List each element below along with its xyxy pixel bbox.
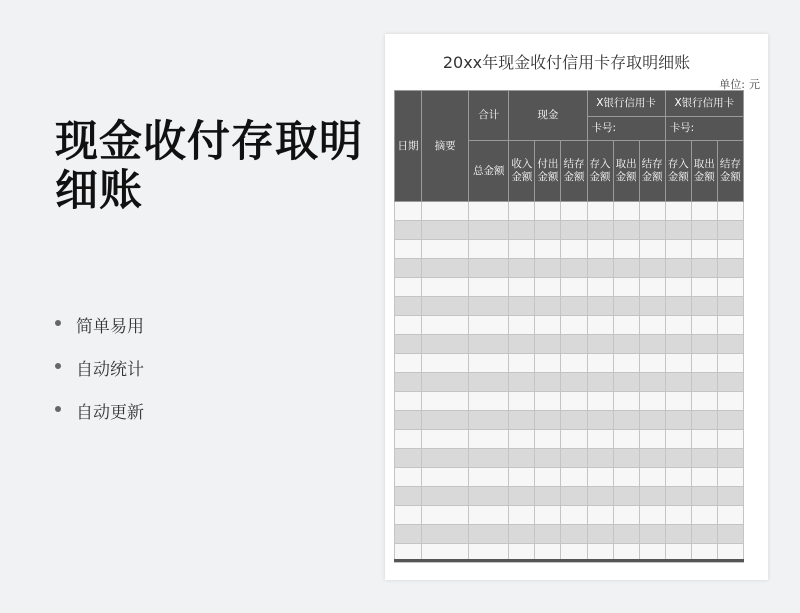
header-summary: 摘要 (422, 91, 469, 202)
table-cell (639, 430, 665, 449)
table-cell (561, 392, 587, 411)
table-cell (535, 316, 561, 335)
table-cell (509, 487, 535, 506)
table-cell (639, 202, 665, 221)
table-cell (561, 316, 587, 335)
table-cell (691, 411, 717, 430)
table-cell (422, 506, 469, 525)
table-cell (691, 221, 717, 240)
table-cell (587, 373, 613, 392)
table-cell (395, 449, 422, 468)
table-cell (535, 202, 561, 221)
table-cell (509, 335, 535, 354)
header-card1-withdraw: 取出金额 (613, 141, 639, 202)
table-cell (587, 525, 613, 544)
table-cell (469, 468, 509, 487)
table-cell (665, 297, 691, 316)
table-cell (665, 335, 691, 354)
table-row (395, 411, 744, 430)
table-cell (639, 392, 665, 411)
table-cell (395, 354, 422, 373)
table-cell (613, 335, 639, 354)
table-cell (469, 506, 509, 525)
table-cell (469, 221, 509, 240)
table-cell (717, 487, 743, 506)
table-cell (613, 316, 639, 335)
table-cell (665, 373, 691, 392)
table-cell (561, 487, 587, 506)
table-cell (422, 525, 469, 544)
table-cell (469, 297, 509, 316)
table-cell (717, 240, 743, 259)
table-cell (587, 278, 613, 297)
table-cell (691, 468, 717, 487)
table-cell (587, 259, 613, 278)
bullet-dot-icon (55, 363, 61, 369)
table-cell (422, 468, 469, 487)
table-cell (509, 468, 535, 487)
table-cell (587, 430, 613, 449)
table-cell (469, 259, 509, 278)
feature-label: 自动统计 (76, 360, 144, 380)
table-cell (469, 487, 509, 506)
feature-label: 自动更新 (76, 403, 144, 423)
table-cell (561, 221, 587, 240)
table-cell (587, 202, 613, 221)
table-cell (561, 468, 587, 487)
table-cell (561, 202, 587, 221)
document-title: 20xx年现金收付信用卡存取明细账 (442, 53, 691, 72)
table-row (395, 354, 744, 373)
table-cell (469, 411, 509, 430)
table-row (395, 506, 744, 525)
unit-value: 元 (749, 78, 760, 91)
table-cell (717, 316, 743, 335)
table-cell (717, 335, 743, 354)
ledger-body (395, 202, 744, 563)
table-cell (665, 487, 691, 506)
table-cell (422, 297, 469, 316)
header-card1-balance: 结存金额 (639, 141, 665, 202)
header-total-amount: 总金额 (469, 141, 509, 202)
table-cell (717, 449, 743, 468)
table-cell (613, 373, 639, 392)
table-cell (587, 506, 613, 525)
table-row (395, 487, 744, 506)
table-cell (613, 221, 639, 240)
table-cell (561, 449, 587, 468)
table-cell (613, 392, 639, 411)
table-cell (665, 468, 691, 487)
header-cash-income: 收入金额 (509, 141, 535, 202)
table-cell (691, 392, 717, 411)
table-cell (535, 468, 561, 487)
header-cash-payout: 付出金额 (535, 141, 561, 202)
table-cell (469, 525, 509, 544)
table-cell (613, 297, 639, 316)
feature-item (55, 312, 144, 355)
table-cell (395, 240, 422, 259)
table-cell (535, 506, 561, 525)
table-cell (509, 202, 535, 221)
table-row (395, 373, 744, 392)
table-cell (395, 259, 422, 278)
table-cell (509, 278, 535, 297)
table-cell (509, 449, 535, 468)
table-cell (665, 221, 691, 240)
table-cell (395, 373, 422, 392)
table-row (395, 259, 744, 278)
table-row (395, 430, 744, 449)
table-cell (422, 316, 469, 335)
table-cell (665, 316, 691, 335)
table-cell (509, 373, 535, 392)
table-cell (665, 240, 691, 259)
table-cell (639, 335, 665, 354)
header-cash-balance: 结存金额 (561, 141, 587, 202)
table-cell (395, 335, 422, 354)
table-row (395, 392, 744, 411)
table-cell (717, 373, 743, 392)
table-cell (509, 506, 535, 525)
table-cell (691, 259, 717, 278)
table-cell (639, 259, 665, 278)
table-cell (587, 354, 613, 373)
table-cell (639, 354, 665, 373)
table-cell (469, 430, 509, 449)
table-cell (469, 354, 509, 373)
table-cell (691, 240, 717, 259)
table-cell (717, 392, 743, 411)
table-cell (395, 392, 422, 411)
feature-list (55, 312, 144, 441)
feature-item (55, 355, 144, 398)
table-cell (691, 278, 717, 297)
table-cell (613, 411, 639, 430)
table-cell (422, 430, 469, 449)
table-cell (717, 278, 743, 297)
header-date: 日期 (395, 91, 422, 202)
table-cell (422, 373, 469, 392)
table-cell (535, 354, 561, 373)
table-cell (561, 525, 587, 544)
table-cell (535, 487, 561, 506)
table-cell (561, 297, 587, 316)
table-cell (691, 449, 717, 468)
table-cell (561, 278, 587, 297)
table-cell (691, 506, 717, 525)
table-row (395, 525, 744, 544)
table-cell (535, 278, 561, 297)
table-cell (587, 392, 613, 411)
table-cell (639, 221, 665, 240)
table-cell (509, 354, 535, 373)
table-cell (561, 240, 587, 259)
feature-item (55, 398, 144, 441)
feature-label: 简单易用 (76, 317, 144, 337)
bullet-dot-icon (55, 406, 61, 412)
table-cell (535, 297, 561, 316)
bullet-dot-icon (55, 320, 61, 326)
table-cell (717, 202, 743, 221)
table-cell (665, 449, 691, 468)
header-bank-card-1: X银行信用卡 (587, 91, 665, 117)
table-cell (639, 449, 665, 468)
table-cell (395, 487, 422, 506)
table-cell (535, 525, 561, 544)
table-cell (509, 411, 535, 430)
table-cell (509, 316, 535, 335)
table-cell (509, 430, 535, 449)
table-cell (613, 487, 639, 506)
table-cell (613, 468, 639, 487)
table-cell (613, 506, 639, 525)
table-cell (717, 506, 743, 525)
table-row (395, 316, 744, 335)
table-cell (561, 373, 587, 392)
table-cell (665, 411, 691, 430)
table-cell (535, 449, 561, 468)
table-cell (395, 297, 422, 316)
table-cell (587, 221, 613, 240)
table-cell (613, 278, 639, 297)
header-card2-withdraw: 取出金额 (691, 141, 717, 202)
table-cell (422, 240, 469, 259)
header-card2-balance: 结存金额 (717, 141, 743, 202)
table-cell (395, 506, 422, 525)
table-cell (535, 392, 561, 411)
table-row (395, 202, 744, 221)
table-cell (535, 411, 561, 430)
table-cell (395, 411, 422, 430)
table-cell (422, 354, 469, 373)
table-cell (665, 430, 691, 449)
table-cell (639, 468, 665, 487)
table-cell (561, 430, 587, 449)
table-cell (613, 525, 639, 544)
table-cell (469, 449, 509, 468)
table-cell (395, 278, 422, 297)
table-row (395, 240, 744, 259)
table-cell (509, 297, 535, 316)
table-cell (422, 487, 469, 506)
table-cell (395, 525, 422, 544)
table-cell (665, 354, 691, 373)
table-cell (639, 411, 665, 430)
table-cell (717, 259, 743, 278)
table-cell (717, 354, 743, 373)
header-total: 合计 (469, 91, 509, 141)
ledger-header (395, 91, 744, 202)
table-cell (422, 411, 469, 430)
table-cell (587, 316, 613, 335)
table-cell (535, 335, 561, 354)
table-cell (535, 430, 561, 449)
table-cell (509, 392, 535, 411)
table-cell (422, 392, 469, 411)
table-cell (691, 335, 717, 354)
table-cell (422, 221, 469, 240)
table-cell (639, 240, 665, 259)
table-cell (535, 259, 561, 278)
table-cell (509, 221, 535, 240)
table-cell (587, 411, 613, 430)
table-cell (639, 506, 665, 525)
table-cell (422, 278, 469, 297)
header-card2-deposit: 存入金额 (665, 141, 691, 202)
table-cell (509, 259, 535, 278)
hero-title: 现金收付存取明细账 (55, 117, 363, 216)
table-cell (691, 525, 717, 544)
table-cell (561, 506, 587, 525)
table-cell (587, 449, 613, 468)
table-cell (422, 335, 469, 354)
table-cell (613, 354, 639, 373)
table-cell (587, 297, 613, 316)
table-cell (535, 373, 561, 392)
table-cell (691, 316, 717, 335)
table-cell (613, 259, 639, 278)
table-cell (469, 335, 509, 354)
table-cell (639, 278, 665, 297)
table-cell (587, 335, 613, 354)
table-cell (691, 373, 717, 392)
table-cell (422, 202, 469, 221)
table-cell (717, 297, 743, 316)
table-cell (587, 468, 613, 487)
table-cell (691, 297, 717, 316)
header-card-number-1: 卡号: (587, 117, 665, 141)
table-cell (509, 525, 535, 544)
table-cell (613, 240, 639, 259)
table-cell (665, 506, 691, 525)
table-cell (613, 430, 639, 449)
table-cell (691, 487, 717, 506)
table-row (395, 335, 744, 354)
table-cell (509, 240, 535, 259)
table-cell (717, 411, 743, 430)
header-card1-deposit: 存入金额 (587, 141, 613, 202)
table-cell (535, 221, 561, 240)
table-cell (395, 221, 422, 240)
table-cell (691, 354, 717, 373)
table-cell (422, 259, 469, 278)
header-bank-card-2: X银行信用卡 (665, 91, 743, 117)
table-cell (639, 373, 665, 392)
table-cell (613, 449, 639, 468)
table-cell (395, 430, 422, 449)
table-cell (535, 240, 561, 259)
unit-label: 单位: (719, 78, 745, 91)
table-cell (639, 487, 665, 506)
table-cell (587, 240, 613, 259)
table-cell (665, 525, 691, 544)
ledger-table (394, 90, 744, 563)
header-cash: 现金 (509, 91, 587, 141)
table-row (395, 297, 744, 316)
table-cell (613, 202, 639, 221)
table-cell (665, 392, 691, 411)
table-row (395, 278, 744, 297)
table-cell (422, 449, 469, 468)
table-cell (469, 373, 509, 392)
table-cell (665, 259, 691, 278)
table-cell (639, 316, 665, 335)
table-cell (469, 392, 509, 411)
table-row (395, 468, 744, 487)
table-cell (561, 354, 587, 373)
table-cell (691, 430, 717, 449)
table-cell (469, 240, 509, 259)
table-cell (395, 316, 422, 335)
table-cell (717, 525, 743, 544)
header-card-number-2: 卡号: (665, 117, 743, 141)
bottom-rule (394, 559, 744, 562)
table-cell (717, 430, 743, 449)
table-cell (639, 297, 665, 316)
table-cell (561, 259, 587, 278)
table-cell (395, 468, 422, 487)
table-cell (665, 278, 691, 297)
table-cell (587, 487, 613, 506)
table-cell (395, 202, 422, 221)
table-cell (665, 202, 691, 221)
table-cell (639, 525, 665, 544)
table-row (395, 449, 744, 468)
table-cell (469, 202, 509, 221)
table-cell (691, 202, 717, 221)
ledger-document-preview (385, 34, 768, 580)
table-cell (717, 468, 743, 487)
table-cell (561, 335, 587, 354)
table-cell (469, 278, 509, 297)
table-cell (717, 221, 743, 240)
table-cell (469, 316, 509, 335)
table-cell (561, 411, 587, 430)
table-row (395, 221, 744, 240)
